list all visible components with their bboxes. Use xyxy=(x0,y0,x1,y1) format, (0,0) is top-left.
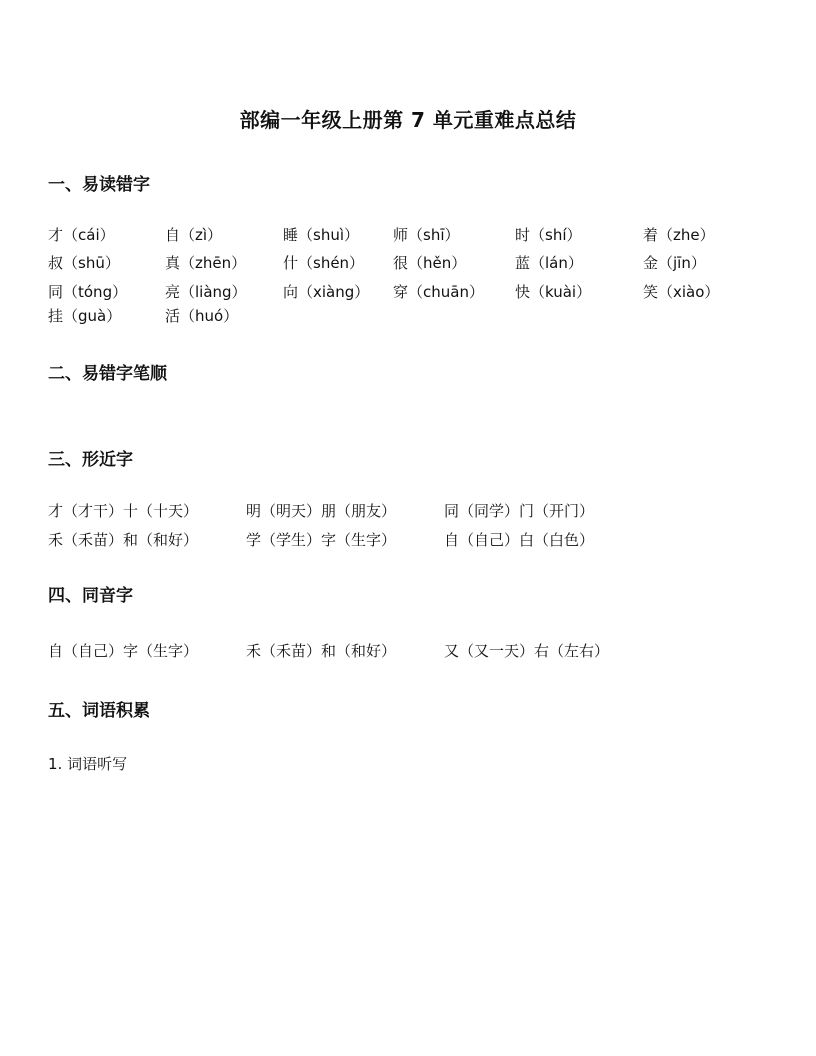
similar-char-cell: 才（才干）十（十天） xyxy=(48,502,199,520)
section-heading-4: 四、同音字 xyxy=(48,586,133,606)
similar-char-row-1 xyxy=(0,500,816,524)
pinyin-cell: 才（cái） xyxy=(48,226,115,244)
similar-char-cell: 明（明天）朋（朋友） xyxy=(246,502,397,520)
homophone-cell: 又（又一天）右（左右） xyxy=(444,642,610,660)
pinyin-cell: 自（zì） xyxy=(165,226,223,244)
pinyin-cell: 穿（chuān） xyxy=(393,283,484,301)
pinyin-cell: 时（shí） xyxy=(515,226,582,244)
section-heading-3: 三、形近字 xyxy=(48,450,133,470)
homophone-row-1 xyxy=(0,640,816,664)
pinyin-cell: 向（xiàng） xyxy=(283,283,370,301)
homophone-cell: 禾（禾苗）和（和好） xyxy=(246,642,397,660)
similar-char-cell: 禾（禾苗）和（和好） xyxy=(48,531,199,549)
pinyin-cell: 很（hěn） xyxy=(393,254,467,272)
pinyin-cell: 同（tóng） xyxy=(48,283,128,301)
pinyin-cell: 笑（xiào） xyxy=(643,283,720,301)
list-item: 1. 词语听写 xyxy=(48,755,128,773)
pinyin-cell: 叔（shū） xyxy=(48,254,120,272)
similar-char-cell: 同（同学）门（开门） xyxy=(444,502,595,520)
pinyin-cell: 着（zhe） xyxy=(643,226,715,244)
pinyin-cell: 什（shén） xyxy=(283,254,365,272)
pinyin-cell: 活（huó） xyxy=(165,307,239,325)
pinyin-cell: 挂（guà） xyxy=(48,307,122,325)
pinyin-row-4 xyxy=(0,305,816,329)
similar-char-cell: 学（学生）字（生字） xyxy=(246,531,397,549)
similar-char-row-2 xyxy=(0,529,816,553)
pinyin-cell: 真（zhēn） xyxy=(165,254,247,272)
similar-char-cell: 自（自己）白（白色） xyxy=(444,531,595,549)
pinyin-cell: 蓝（lán） xyxy=(515,254,583,272)
pinyin-cell: 亮（liàng） xyxy=(165,283,247,301)
pinyin-row-3 xyxy=(0,281,816,305)
pinyin-cell: 金（jīn） xyxy=(643,254,706,272)
section-heading-1: 一、易读错字 xyxy=(48,175,150,195)
page-title: 部编一年级上册第 7 单元重难点总结 xyxy=(239,108,577,132)
homophone-cell: 自（自己）字（生字） xyxy=(48,642,199,660)
section-heading-5: 五、词语积累 xyxy=(48,701,150,721)
pinyin-cell: 快（kuài） xyxy=(515,283,592,301)
pinyin-row-1 xyxy=(0,224,816,248)
section-heading-2: 二、易错字笔顺 xyxy=(48,364,167,384)
pinyin-cell: 睡（shuì） xyxy=(283,226,359,244)
pinyin-cell: 师（shī） xyxy=(393,226,460,244)
pinyin-row-2 xyxy=(0,252,816,276)
